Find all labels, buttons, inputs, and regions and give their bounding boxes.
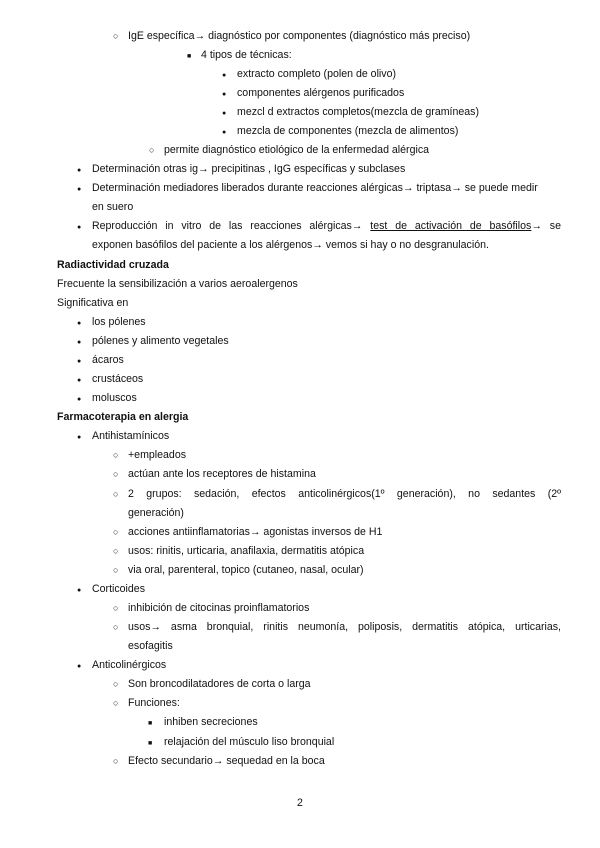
circle-bullet-icon xyxy=(113,755,118,768)
square-bullet-icon xyxy=(148,736,152,750)
list-item: relajación del músculo liso bronquial xyxy=(164,736,335,748)
circle-bullet-icon xyxy=(113,488,118,501)
frecuente-text: Frecuente la sensibilización a varios aeroalergenos xyxy=(57,278,298,290)
list-item: inhibición de citocinas proinflamatorios xyxy=(128,602,310,614)
list-item-cont: generación) xyxy=(128,507,184,519)
circle-bullet-icon xyxy=(113,468,118,481)
disc-bullet-icon xyxy=(222,87,226,101)
disc-bullet-icon xyxy=(77,182,81,196)
list-item: ácaros xyxy=(92,354,124,366)
circle-bullet-icon xyxy=(113,526,118,539)
heading-farmacoterapia: Farmacoterapia en alergia xyxy=(57,411,189,423)
disc-bullet-icon xyxy=(77,430,81,444)
disc-bullet-icon xyxy=(77,354,81,368)
circle-bullet-icon xyxy=(113,678,118,691)
list-item: +empleados xyxy=(128,449,187,461)
circle-bullet-icon xyxy=(113,564,118,577)
disc-bullet-icon xyxy=(222,68,226,82)
list-item: moluscos xyxy=(92,392,137,404)
list-item: Efecto secundario→ sequedad en la boca xyxy=(128,755,325,767)
tecnica-4-text: mezcla de componentes (mezcla de alimentos) xyxy=(237,125,459,137)
tecnica-2-text: componentes alérgenos purificados xyxy=(237,87,405,99)
circle-bullet-icon xyxy=(113,545,118,558)
tecnica-3-text: mezcl d extractos completos(mezcla de gramíneas) xyxy=(237,106,479,118)
list-item: actúan ante los receptores de histamina xyxy=(128,468,316,480)
det-mediadores-text: Determinación mediadores liberados durante reacciones alérgicas→ triptasa→ se puede medir xyxy=(92,182,538,194)
circle-bullet-icon xyxy=(113,697,118,710)
disc-bullet-icon xyxy=(77,335,81,349)
disc-bullet-icon xyxy=(77,316,81,330)
circle-bullet-icon xyxy=(113,449,118,462)
list-item: pólenes y alimento vegetales xyxy=(92,335,229,347)
list-item: acciones antiinflamatorias→ agonistas inversos de H1 xyxy=(128,526,383,538)
page-number: 2 xyxy=(297,797,303,809)
circle-bullet-icon xyxy=(149,144,154,157)
permite-text: permite diagnóstico etiológico de la enfermedad alérgica xyxy=(164,144,430,156)
corticoides-text: Corticoides xyxy=(92,583,145,595)
antihistaminicos-text: Antihistamínicos xyxy=(92,430,170,442)
reproduccion-text-cont: exponen basófilos del paciente a los alérgenos→ vemos si hay o no desgranulación. xyxy=(92,239,489,251)
tecnica-1-text: extracto completo (polen de olivo) xyxy=(237,68,396,80)
disc-bullet-icon xyxy=(77,220,81,234)
circle-bullet-icon xyxy=(113,30,118,43)
heading-radiactividad: Radiactividad cruzada xyxy=(57,259,169,271)
det-mediadores-text-cont: en suero xyxy=(92,201,134,213)
square-bullet-icon xyxy=(148,716,152,730)
reproduccion-text: Reproducción in vitro de las reacciones alérgicas→ test de activación de basófilos→ se xyxy=(92,220,561,232)
ige-text: IgE específica→ diagnóstico por componentes (diagnóstico más preciso) xyxy=(128,30,471,42)
list-item-cont: esofagitis xyxy=(128,640,173,652)
list-item: Funciones: xyxy=(128,697,180,709)
det-ig-text: Determinación otras ig→ precipitinas , IgG específicas y subclases xyxy=(92,163,406,175)
list-item: Son broncodilatadores de corta o larga xyxy=(128,678,311,690)
list-item: usos→ asma bronquial, rinitis neumonía, poliposis, dermatitis atópica, urticarias, xyxy=(128,621,561,633)
square-bullet-icon xyxy=(187,49,191,63)
list-item: inhiben secreciones xyxy=(164,716,258,728)
circle-bullet-icon xyxy=(113,621,118,634)
list-item: 2 grupos: sedación, efectos anticolinérgicos(1º generación), no sedantes (2º xyxy=(128,488,561,500)
tecnicas-text: 4 tipos de técnicas: xyxy=(201,49,292,61)
list-item: usos: rinitis, urticaria, anafilaxia, dermatitis atópica xyxy=(128,545,365,557)
basofilos-link[interactable]: test de activación de basófilos xyxy=(370,220,532,232)
disc-bullet-icon xyxy=(77,163,81,177)
disc-bullet-icon xyxy=(77,373,81,387)
disc-bullet-icon xyxy=(222,125,226,139)
disc-bullet-icon xyxy=(77,583,81,597)
disc-bullet-icon xyxy=(222,106,226,120)
circle-bullet-icon xyxy=(113,602,118,615)
list-item: los pólenes xyxy=(92,316,146,328)
anticolinergicos-text: Anticolinérgicos xyxy=(92,659,167,671)
significativa-text: Significativa en xyxy=(57,297,129,309)
list-item: crustáceos xyxy=(92,373,144,385)
disc-bullet-icon xyxy=(77,659,81,673)
list-item: via oral, parenteral, topico (cutaneo, nasal, ocular) xyxy=(128,564,364,576)
disc-bullet-icon xyxy=(77,392,81,406)
